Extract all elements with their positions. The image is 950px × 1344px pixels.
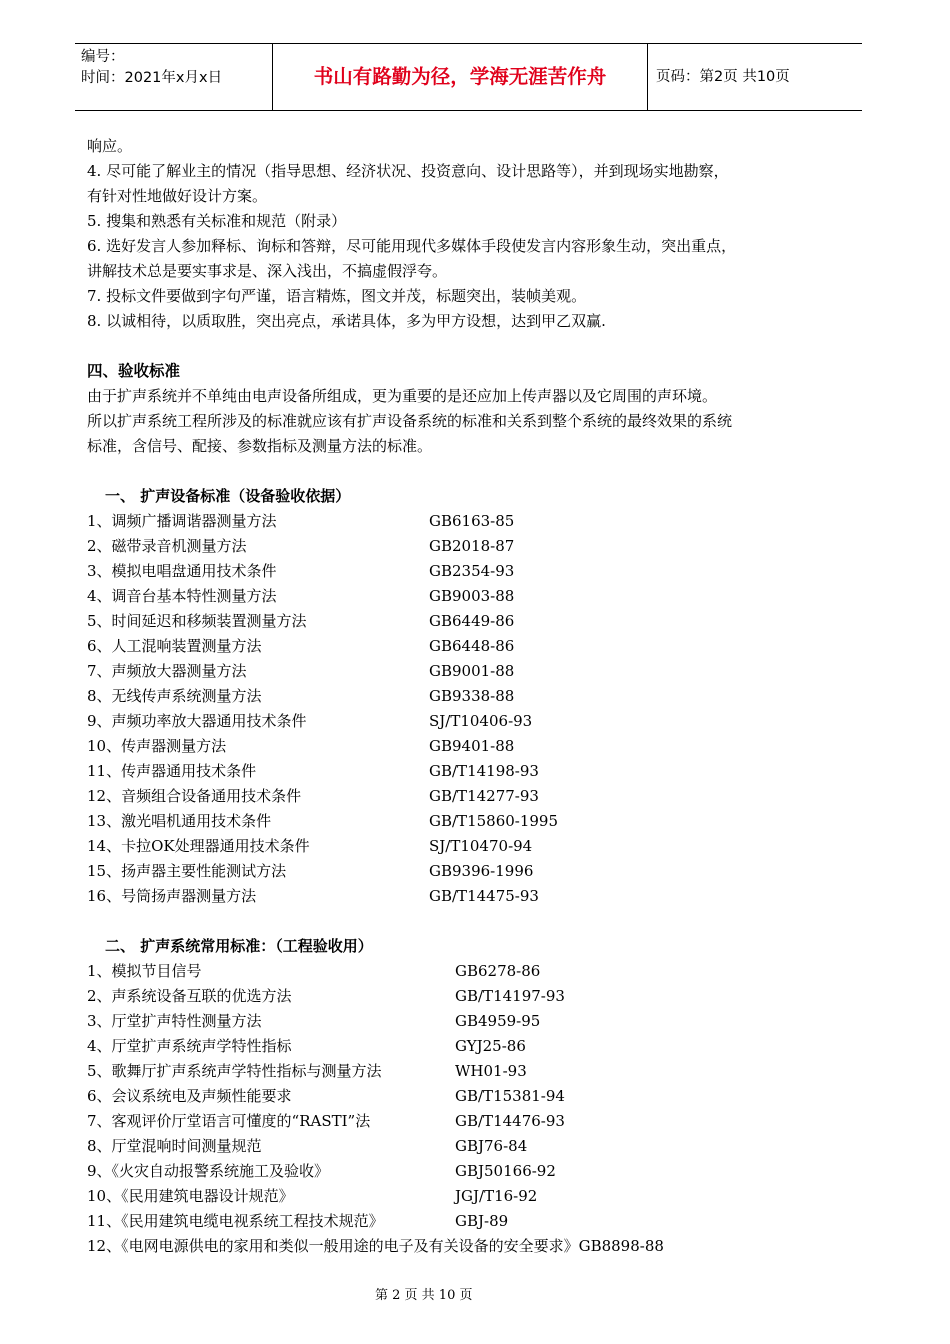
standard-row — [87, 834, 857, 859]
standard-row — [87, 634, 857, 659]
standard-code: GB9401-88 — [429, 737, 515, 755]
standard-name: 9、声频功率放大器通用技术条件 — [87, 712, 307, 730]
standard-name: 13、激光唱机通用技术条件 — [87, 812, 272, 830]
standard-name: 3、厅堂扩声特性测量方法 — [87, 1012, 262, 1030]
text-line: 6. 选好发言人参加释标、询标和答辩，尽可能用现代多媒体手段使发言内容形象生动，突出重点， — [87, 237, 737, 255]
standard-row — [87, 684, 857, 709]
standard-code: GBJ-89 — [455, 1212, 509, 1230]
standard-row — [87, 784, 857, 809]
standard-code: GB/T14475-93 — [429, 887, 539, 905]
standard-code: GB/T15381-94 — [455, 1087, 565, 1105]
standard-name: 11、《民用建筑电缆电视系统工程技术规范》 — [87, 1212, 384, 1230]
standard-name: 16、号筒扬声器测量方法 — [87, 887, 257, 905]
standard-name: 6、会议系统电及声频性能要求 — [87, 1087, 292, 1105]
standard-row — [87, 1109, 857, 1134]
standard-row — [87, 1084, 857, 1109]
text-line: 5. 搜集和熟悉有关标准和规范（附录） — [87, 212, 347, 230]
standard-name: 10、传声器测量方法 — [87, 737, 227, 755]
standard-row — [87, 809, 857, 834]
standard-name: 6、人工混响装置测量方法 — [87, 637, 262, 655]
equipment-standards-list — [87, 509, 857, 909]
standard-name: 9、《火灾自动报警系统施工及验收》 — [87, 1162, 330, 1180]
list1-title: 一、 扩声设备标准（设备验收依据） — [105, 487, 351, 505]
page-header — [75, 43, 862, 111]
standard-code: GB9001-88 — [429, 662, 515, 680]
standard-name: 11、传声器通用技术条件 — [87, 762, 257, 780]
standard-row — [87, 1034, 857, 1059]
standard-code: GB9003-88 — [429, 587, 515, 605]
text-line: 标准，含信号、配接、参数指标及测量方法的标准。 — [87, 437, 433, 455]
standard-row — [87, 584, 857, 609]
standard-name: 1、模拟节目信号 — [87, 962, 202, 980]
standard-row — [87, 859, 857, 884]
text-line: 7. 投标文件要做到字句严谨，语言精炼，图文并茂，标题突出，装帧美观。 — [87, 287, 587, 305]
text-line: 讲解技术总是要实事求是、深入浅出，不搞虚假浮夸。 — [87, 262, 448, 280]
standard-row — [87, 884, 857, 909]
standard-name: 4、调音台基本特性测量方法 — [87, 587, 277, 605]
text-line: 4. 尽可能了解业主的情况（指导思想、经济状况、投资意向、设计思路等），并到现场实地勘察， — [87, 162, 729, 180]
standard-code: GB6449-86 — [429, 612, 515, 630]
standard-row — [87, 509, 857, 534]
standard-code: GB9396-1996 — [429, 862, 534, 880]
document-body — [87, 134, 857, 1259]
standard-row — [87, 984, 857, 1009]
standard-name: 15、扬声器主要性能测试方法 — [87, 862, 287, 880]
standard-name: 8、无线传声系统测量方法 — [87, 687, 262, 705]
list2-last-item: 12、《电网电源供电的家用和类似一般用途的电子及有关设备的安全要求》GB8898-88 — [87, 1237, 664, 1255]
standard-row — [87, 734, 857, 759]
section-title: 四、验收标准 — [87, 362, 181, 380]
text-line: 有针对性地做好设计方案。 — [87, 187, 268, 205]
standard-row — [87, 959, 857, 984]
standard-code: WH01-93 — [455, 1062, 527, 1080]
text-line: 响应。 — [87, 137, 133, 155]
standard-code: GB/T15860-1995 — [429, 812, 559, 830]
standard-name: 5、歌舞厅扩声系统声学特性指标与测量方法 — [87, 1062, 382, 1080]
section-paragraph — [87, 384, 857, 459]
list2-title: 二、 扩声系统常用标准：（工程验收用） — [105, 937, 373, 955]
standard-row — [87, 609, 857, 634]
standard-code: JGJ/T16-92 — [455, 1187, 538, 1205]
standard-name: 1、调频广播调谐器测量方法 — [87, 512, 277, 530]
time-label: 时间：2021年x月x日 — [81, 70, 223, 86]
standard-code: GBJ76-84 — [455, 1137, 528, 1155]
standard-row — [87, 534, 857, 559]
standard-name: 2、声系统设备互联的优选方法 — [87, 987, 292, 1005]
standard-row — [87, 759, 857, 784]
standard-row — [87, 1134, 857, 1159]
header-left-cell — [75, 44, 273, 110]
standard-code: GB2018-87 — [429, 537, 515, 555]
standard-code: SJ/T10470-94 — [429, 837, 533, 855]
text-line: 所以扩声系统工程所涉及的标准就应该有扩声设备系统的标准和关系到整个系统的最终效果的系统 — [87, 412, 733, 430]
standard-row — [87, 709, 857, 734]
standard-code: GB9338-88 — [429, 687, 515, 705]
standard-row — [87, 559, 857, 584]
standard-name: 12、音频组合设备通用技术条件 — [87, 787, 302, 805]
standard-name: 5、时间延迟和移频装置测量方法 — [87, 612, 307, 630]
standard-row — [87, 1159, 857, 1184]
system-standards-list — [87, 959, 857, 1234]
standard-row — [87, 1009, 857, 1034]
intro-block — [87, 134, 857, 334]
text-line: 由于扩声系统并不单纯由电声设备所组成，更为重要的是还应加上传声器以及它周围的声环境。 — [87, 387, 718, 405]
standard-code: GB/T14277-93 — [429, 787, 539, 805]
standard-name: 8、厅堂混响时间测量规范 — [87, 1137, 262, 1155]
number-label: 编号： — [81, 49, 125, 65]
header-motto: 书山有路勤为径，学海无涯苦作舟 — [273, 44, 648, 110]
standard-name: 7、客观评价厅堂语言可懂度的“RASTI”法 — [87, 1112, 371, 1130]
page-footer: 第 2 页 共 10 页 — [375, 1288, 473, 1303]
standard-row — [87, 1184, 857, 1209]
standard-row — [87, 1209, 857, 1234]
standard-code: GB6278-86 — [455, 962, 541, 980]
text-line: 8. 以诚相待，以质取胜，突出亮点，承诺具体，多为甲方设想，达到甲乙双赢. — [87, 312, 606, 330]
standard-name: 3、模拟电唱盘通用技术条件 — [87, 562, 277, 580]
standard-row — [87, 1059, 857, 1084]
standard-name: 2、磁带录音机测量方法 — [87, 537, 247, 555]
standard-name: 7、声频放大器测量方法 — [87, 662, 247, 680]
standard-code: GB/T14197-93 — [455, 987, 565, 1005]
standard-name: 4、厅堂扩声系统声学特性指标 — [87, 1037, 292, 1055]
standard-row — [87, 659, 857, 684]
standard-code: GB6448-86 — [429, 637, 515, 655]
standard-code: GB/T14198-93 — [429, 762, 539, 780]
standard-code: GB6163-85 — [429, 512, 515, 530]
standard-code: GB4959-95 — [455, 1012, 541, 1030]
standard-code: GB/T14476-93 — [455, 1112, 565, 1130]
standard-code: SJ/T10406-93 — [429, 712, 533, 730]
standard-code: GBJ50166-92 — [455, 1162, 556, 1180]
standard-code: GB2354-93 — [429, 562, 515, 580]
standard-name: 10、《民用建筑电器设计规范》 — [87, 1187, 294, 1205]
standard-name: 14、卡拉OK处理器通用技术条件 — [87, 837, 310, 855]
standard-code: GYJ25-86 — [455, 1037, 526, 1055]
header-page-label: 页码：第2页 共10页 — [656, 69, 790, 85]
